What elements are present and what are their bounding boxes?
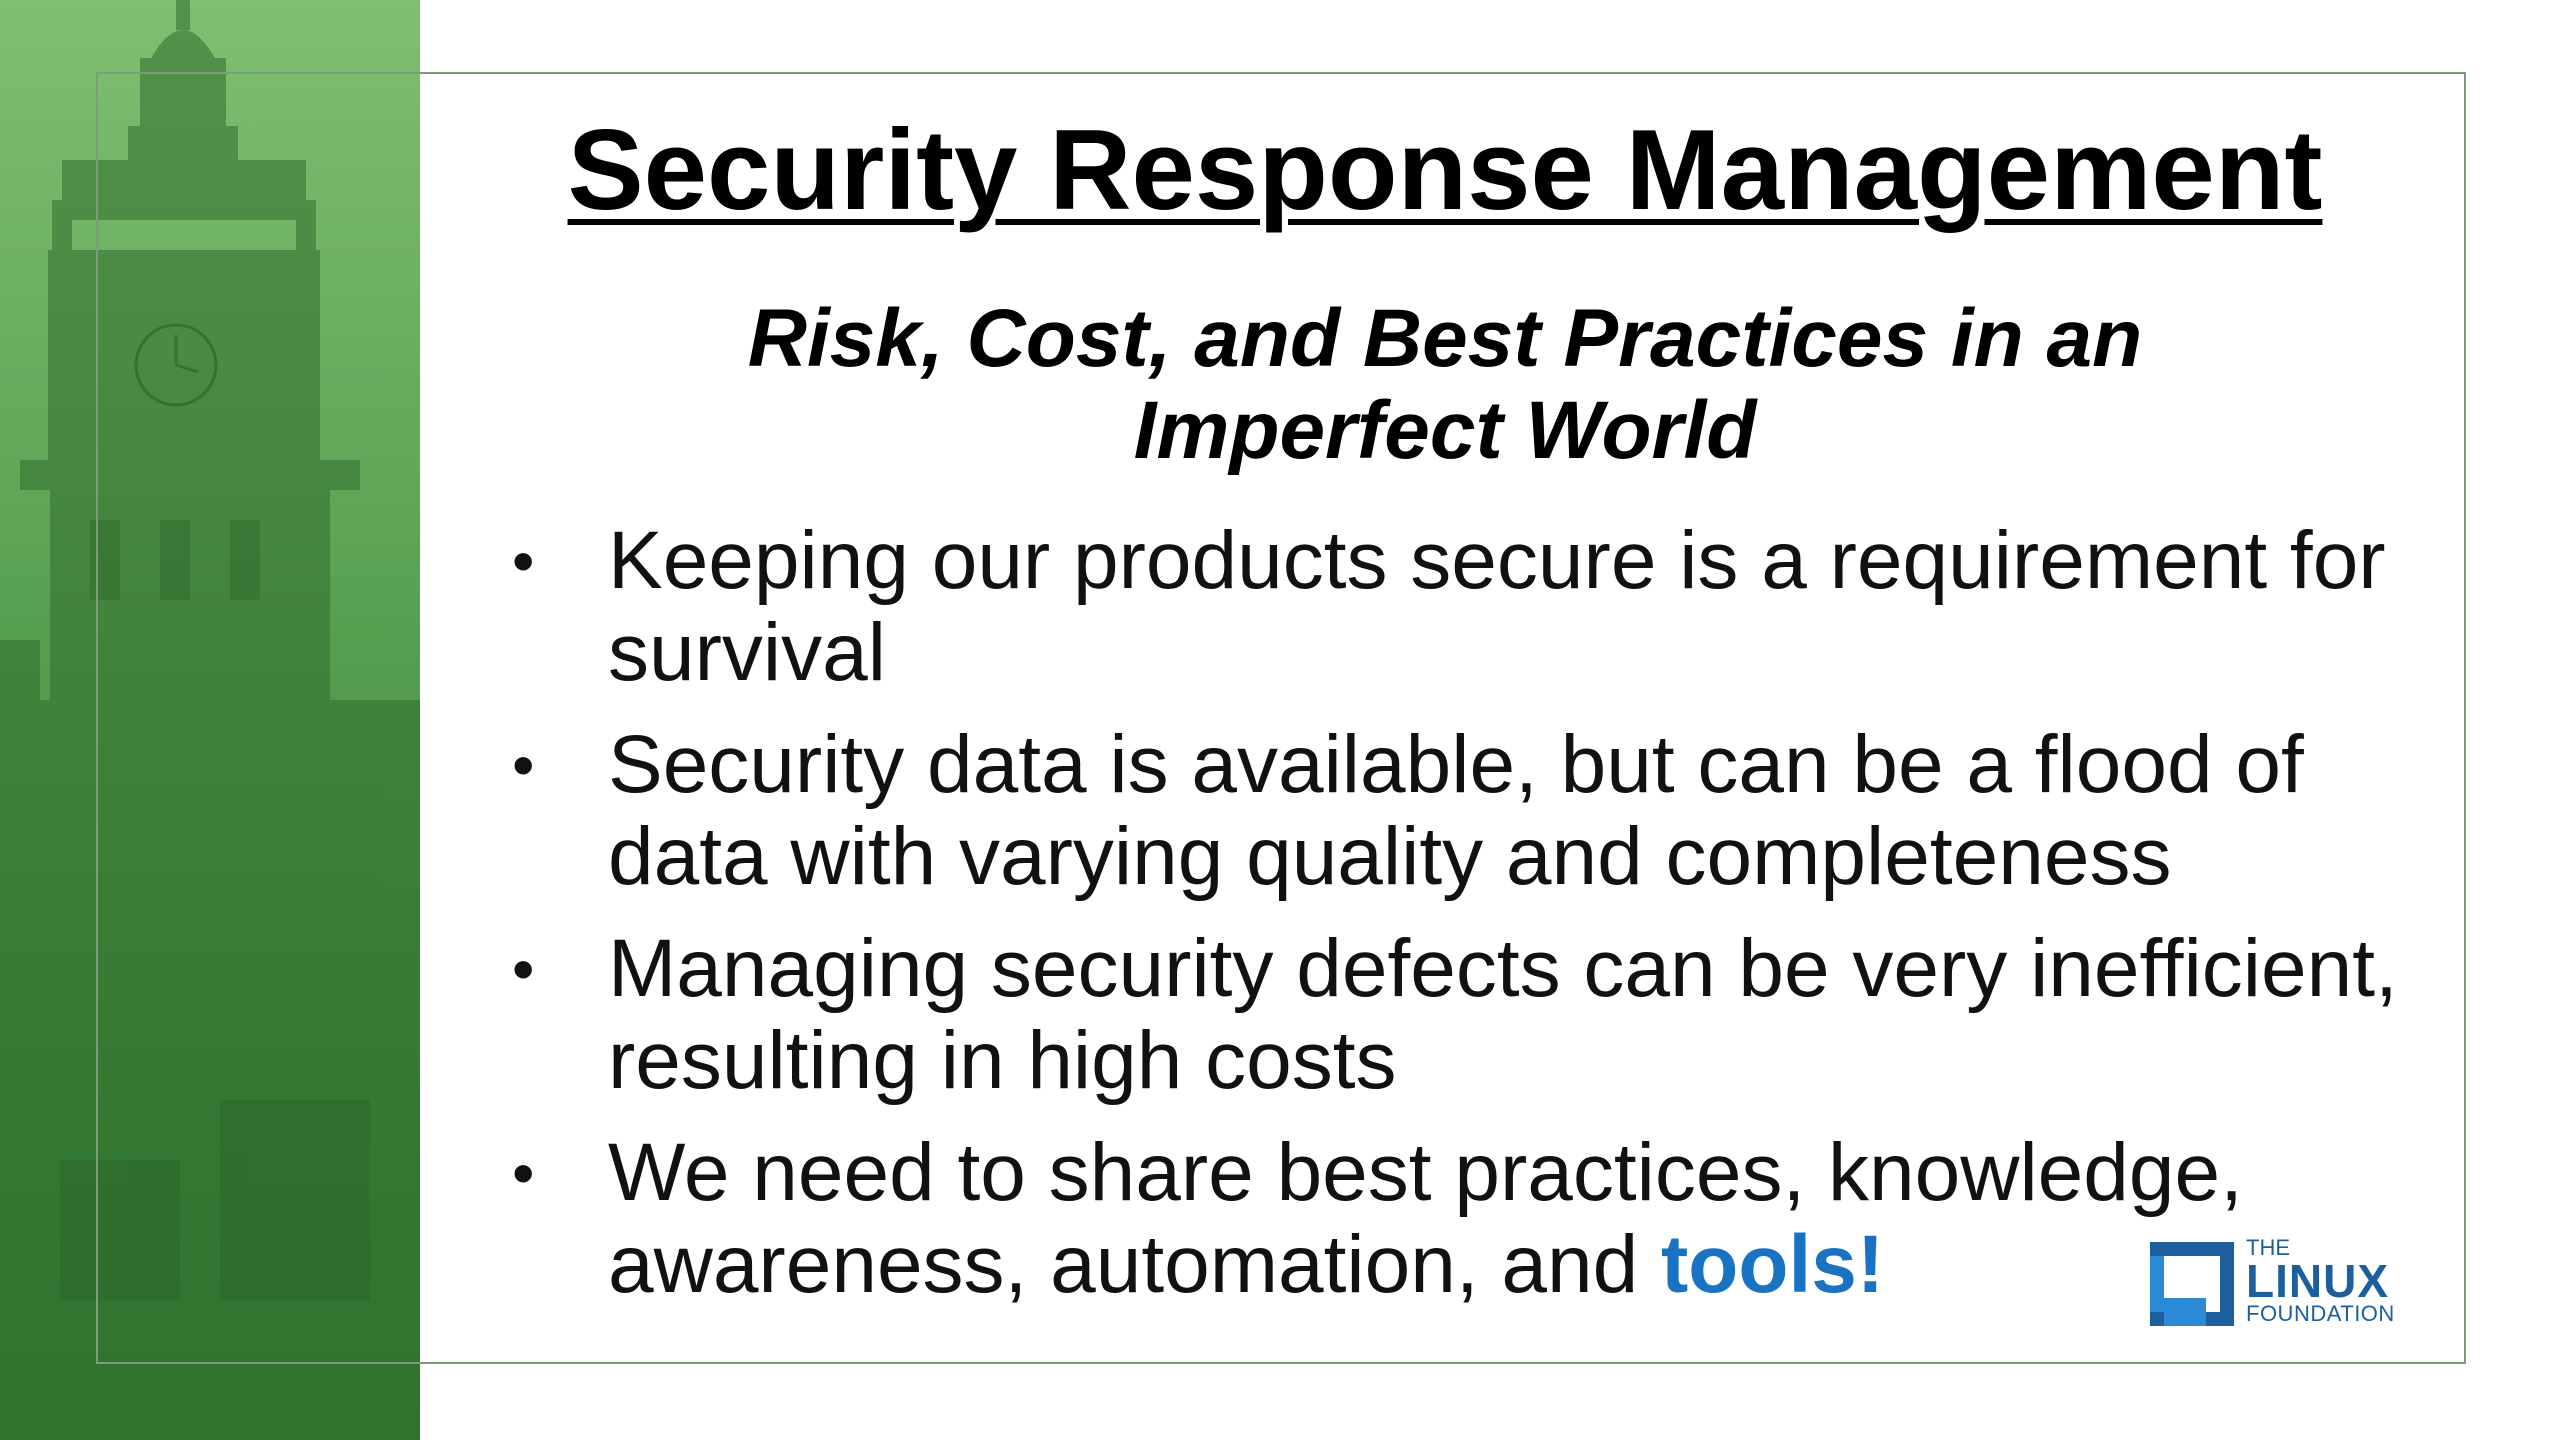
slide-subtitle xyxy=(470,293,2420,477)
bullet-text-before: We need to share best practices, knowledge, awareness, automation, and xyxy=(608,1127,2243,1311)
bullet-item xyxy=(470,923,2420,1107)
bullet-dot: • xyxy=(512,729,535,802)
bullet-item xyxy=(470,1127,2420,1311)
logo-wordmark xyxy=(2246,1236,2395,1326)
bullet-dot: • xyxy=(512,933,535,1006)
bullet-dot: • xyxy=(512,525,535,598)
linux-foundation-logo xyxy=(2150,1236,2420,1332)
logo-linux: LINUX xyxy=(2246,1255,2389,1307)
clock-tower-image-panel xyxy=(0,0,420,1440)
logo-foundation: FOUNDATION xyxy=(2246,1301,2395,1326)
bullet-text: Managing security defects can be very inefficient, resulting in high costs xyxy=(608,923,2398,1107)
bullet-list xyxy=(470,515,2420,1311)
subtitle-line-2: Imperfect World xyxy=(1133,385,1757,477)
slide-content xyxy=(470,100,2420,1331)
subtitle-line-1: Risk, Cost, and Best Practices in an xyxy=(747,293,2143,385)
bullet-item xyxy=(470,515,2420,699)
bullet-item xyxy=(470,719,2420,903)
bullet-dot: • xyxy=(512,1137,535,1210)
bullet-text: Security data is available, but can be a flood of data with varying quality and completeness xyxy=(608,719,2304,903)
bullet-text: Keeping our products secure is a requirement for survival xyxy=(608,515,2386,699)
bullet-highlight-tools: tools! xyxy=(1661,1219,1885,1311)
bullet-text xyxy=(608,1127,2243,1310)
slide-title: Security Response Management xyxy=(567,107,2323,234)
logo-the: THE xyxy=(2246,1235,2290,1260)
clock-tower-silhouette xyxy=(0,0,420,1440)
linux-foundation-mark-icon xyxy=(2150,1242,2234,1326)
